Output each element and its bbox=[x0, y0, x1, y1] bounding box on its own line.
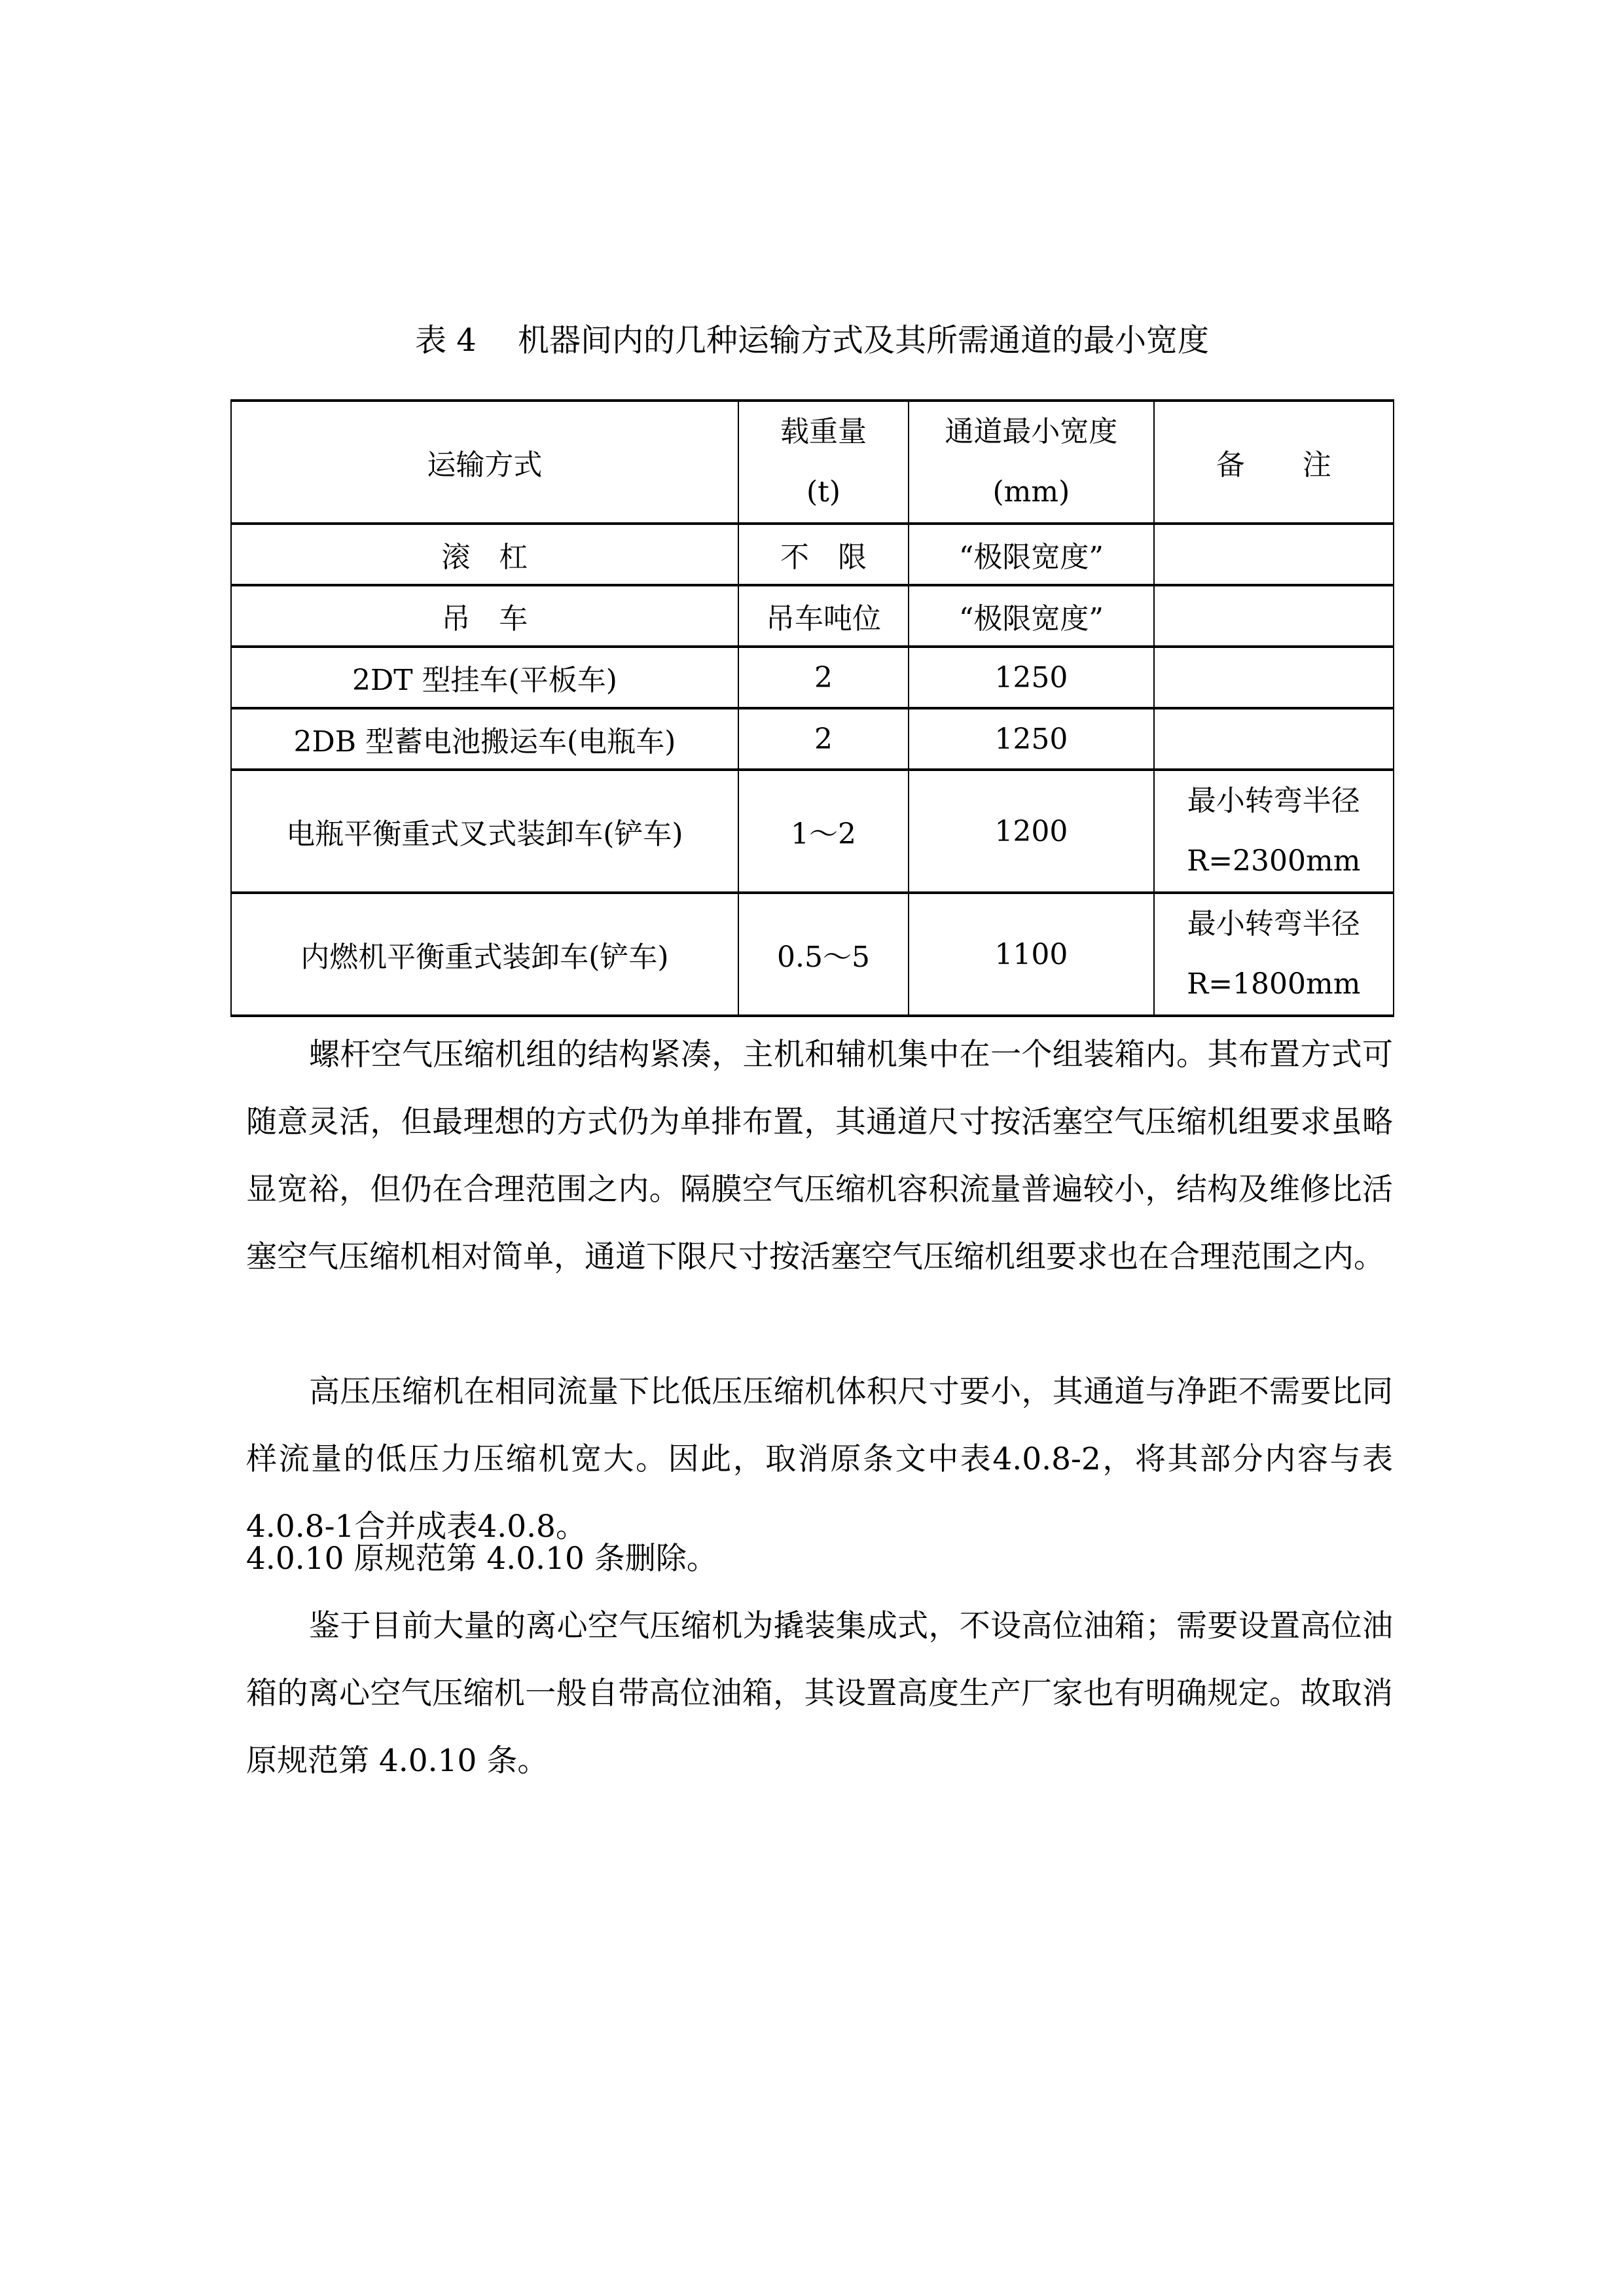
cell-load: 0.5～5 bbox=[738, 893, 909, 1016]
header-width-label: 通道最小宽度 bbox=[945, 415, 1118, 448]
table-row bbox=[231, 893, 1394, 1016]
cell-width: “极限宽度” bbox=[909, 585, 1153, 647]
header-load bbox=[738, 401, 909, 524]
paragraph-centrifugal: 鉴于目前大量的离心空气压缩机为撬装集成式，不设高位油箱；需要设置高位油箱的离心空气压缩机一般自带高位油箱，其设置高度生产厂家也有明确规定。故取消原规范第 4.0.10 条。 bbox=[246, 1608, 1393, 1779]
cell-method: 电瓶平衡重式叉式装卸车(铲车) bbox=[231, 770, 738, 893]
cell-width: 1250 bbox=[909, 708, 1153, 770]
table-row bbox=[231, 770, 1394, 893]
cell-load: 2 bbox=[738, 647, 909, 708]
cell-note bbox=[1154, 770, 1394, 893]
table-row bbox=[231, 708, 1394, 770]
note-line: R=1800mm bbox=[1187, 967, 1361, 1001]
section-text: 原规范第 4.0.10 条删除。 bbox=[353, 1541, 717, 1577]
note-line: 最小转弯半径 bbox=[1187, 907, 1360, 941]
cell-note bbox=[1154, 585, 1394, 647]
cell-width: “极限宽度” bbox=[909, 524, 1153, 585]
note-line: R=2300mm bbox=[1187, 844, 1361, 878]
transport-width-table bbox=[230, 399, 1394, 1017]
cell-width: 1250 bbox=[909, 647, 1153, 708]
header-width-unit: (mm) bbox=[992, 475, 1070, 509]
paragraph-screw-compressor: 螺杆空气压缩机组的结构紧凑，主机和辅机集中在一个组装箱内。其布置方式可随意灵活，但最理想的方式仍为单排布置，其通道尺寸按活塞空气压缩机组要求虽略显宽裕，但仍在合理范围之内。隔膜空气压缩机容积流量普遍较小，结构及维修比活塞空气压缩机相对简单，通道下限尺寸按活塞空气压缩机组要求也在合理范围之内。 bbox=[246, 1037, 1393, 1275]
cell-method: 吊 车 bbox=[231, 585, 738, 647]
note-line: 最小转弯半径 bbox=[1187, 784, 1360, 817]
paragraph-high-pressure: 高压压缩机在相同流量下比低压压缩机体积尺寸要小，其通道与净距不需要比同样流量的低压力压缩机宽大。因此，取消原条文中表4.0.8-2，将其部分内容与表4.0.8-1合并成表4.0.8。 bbox=[246, 1374, 1393, 1545]
cell-method: 2DT 型挂车(平板车) bbox=[231, 647, 738, 708]
cell-note bbox=[1154, 524, 1394, 585]
cell-method: 内燃机平衡重式装卸车(铲车) bbox=[231, 893, 738, 1016]
cell-load: 1～2 bbox=[738, 770, 909, 893]
cell-load: 不 限 bbox=[738, 524, 909, 585]
header-width bbox=[909, 401, 1153, 524]
table-row bbox=[231, 647, 1394, 708]
header-note: 备 注 bbox=[1154, 401, 1394, 524]
header-load-label: 载重量 bbox=[780, 415, 867, 448]
table-header-row bbox=[231, 401, 1394, 524]
cell-note bbox=[1154, 647, 1394, 708]
cell-method: 2DB 型蓄电池搬运车(电瓶车) bbox=[231, 708, 738, 770]
header-method: 运输方式 bbox=[231, 401, 738, 524]
table-caption: 表 4 机器间内的几种运输方式及其所需通道的最小宽度 bbox=[414, 322, 1210, 359]
cell-load: 2 bbox=[738, 708, 909, 770]
section-heading bbox=[246, 1525, 717, 1592]
section-number: 4.0.10 bbox=[246, 1541, 344, 1577]
table-row bbox=[231, 585, 1394, 647]
cell-width: 1200 bbox=[909, 770, 1153, 893]
cell-method: 滚 杠 bbox=[231, 524, 738, 585]
header-load-unit: (t) bbox=[806, 475, 840, 509]
cell-width: 1100 bbox=[909, 893, 1153, 1016]
cell-load: 吊车吨位 bbox=[738, 585, 909, 647]
cell-note bbox=[1154, 893, 1394, 1016]
cell-note bbox=[1154, 708, 1394, 770]
table-row bbox=[231, 524, 1394, 585]
